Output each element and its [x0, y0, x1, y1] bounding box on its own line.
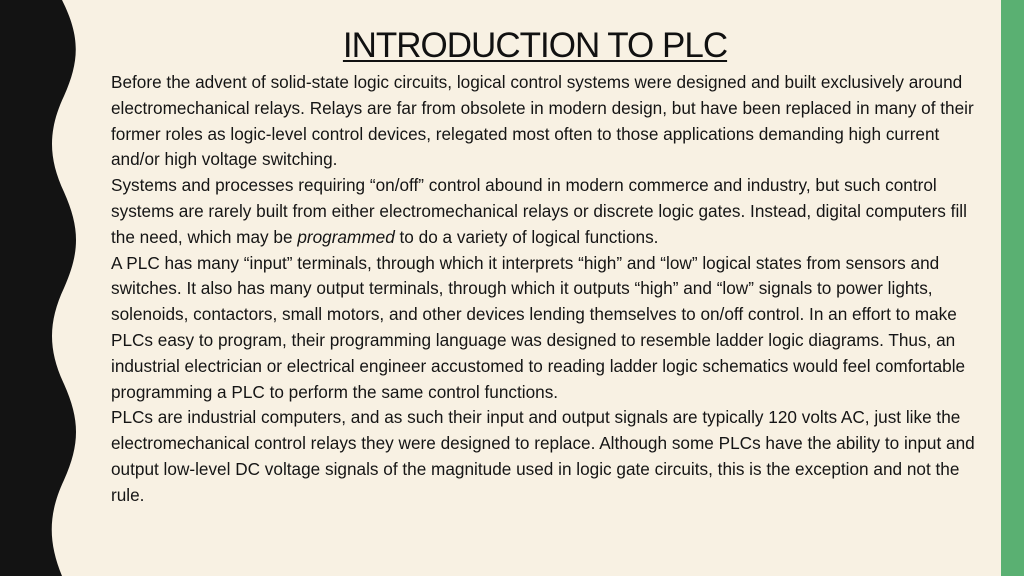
slide-body — [111, 70, 981, 509]
decorative-wavy-band — [0, 0, 80, 576]
paragraph-relays: Before the advent of solid-state logic circuits, logical control systems were designed and built exclusively around electromechanical relays. Relays are far from obsolete in modern design, but have been replaced in many of their former roles as logic-level control devices, relegated most often to those applications demanding high current and/or high voltage switching. — [111, 72, 974, 170]
paragraph-digital-computers — [111, 173, 981, 250]
emphasis-programmed: programmed — [297, 226, 395, 247]
wavy-band-shape — [0, 0, 76, 576]
accent-stripe — [1001, 0, 1024, 576]
paragraph-text: Systems and processes requiring “on/off” control abound in modern commerce and industry, but such control systems are rarely built from either electromechanical relays or discrete logic gates. Instead, digital computers fill the need, which may be — [111, 175, 967, 247]
paragraph-text: to do a variety of logical functions. — [394, 226, 659, 247]
paragraph-plc-terminals: A PLC has many “input” terminals, through which it interprets “high” and “low” logical states from sensors and switches. It also has many output terminals, through which it outputs “high” and “low” signals to power lights, solenoids, contactors, small motors, and other devices lending themselves to on/off control. In an effort to make PLCs easy to program, their programming language was designed to resemble ladder logic diagrams. Thus, an industrial electrician or electrical engineer accustomed to reading ladder logic schematics would feel comfortable programming a PLC to perform the same control functions. — [111, 252, 966, 402]
slide-title: INTRODUCTION TO PLC — [342, 26, 728, 65]
paragraph-plc-signals: PLCs are industrial computers, and as such their input and output signals are typically 120 volts AC, just like the electromechanical control relays they were designed to replace. Although some PLCs have the ability to input and output low-level DC voltage signals of the magnitude used in logic gate circuits, this is the exception and not the rule. — [111, 407, 975, 505]
